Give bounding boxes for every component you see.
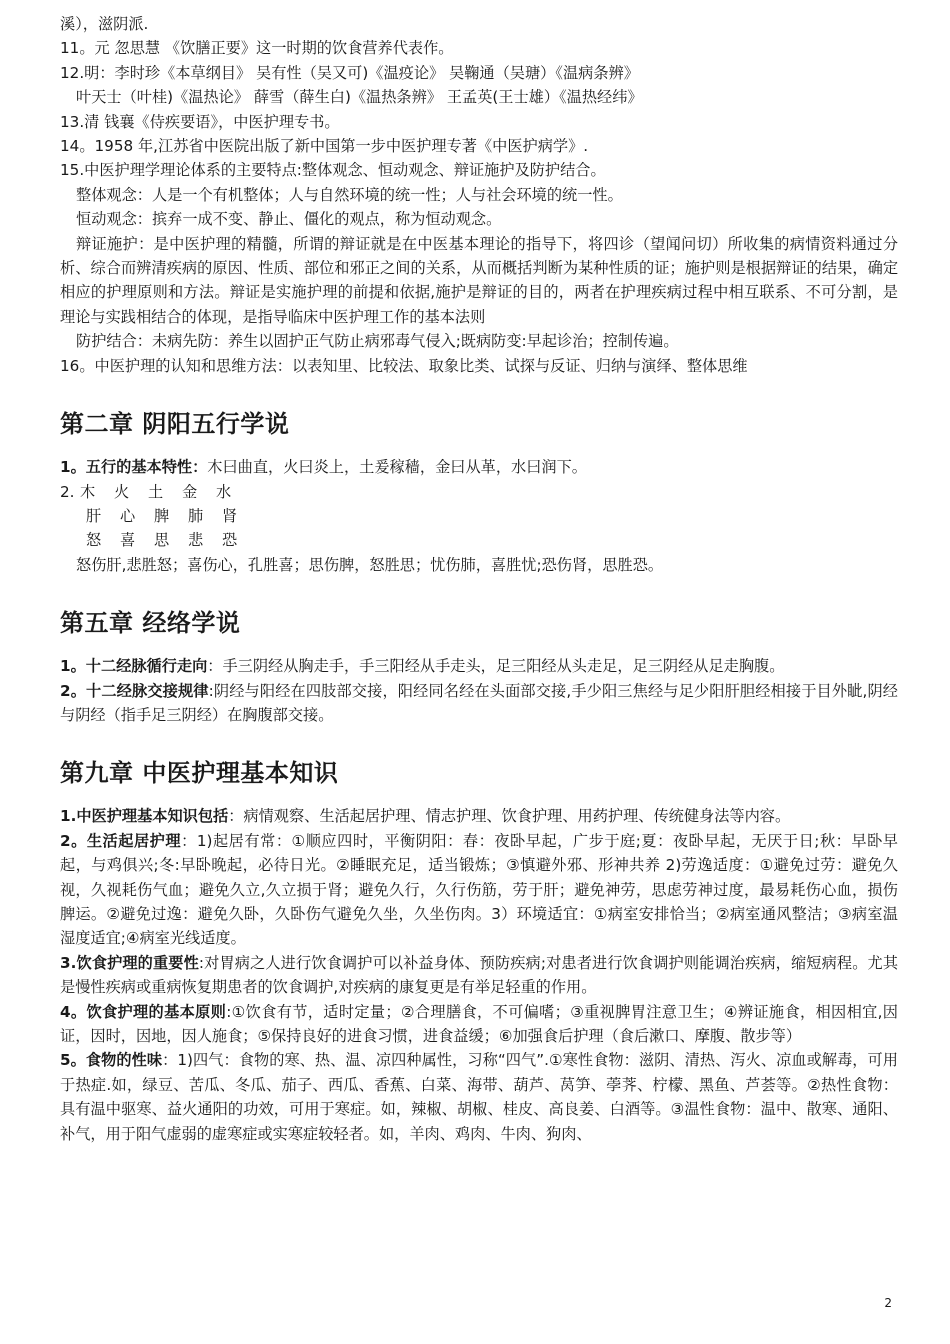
element-cell: 水 [216,482,232,501]
text-line: 14。1958 年,江苏省中医院出版了新中国第一步中医护理专著《中医护病学》. [60,137,589,156]
text-line: 13.清 钱襄《侍疾要语》，中医护理专书。 [60,112,340,131]
emotion-cell: 怒 [86,531,102,550]
item-label: 1。十二经脉循行走向 [60,657,208,676]
organ-cell: 肝 [86,506,102,525]
five-elements-row [60,480,898,504]
item-text: 木曰曲直，火曰炎上，土爰稼穑，金曰从革，水曰润下。 [207,458,587,477]
element-cell: 木 [80,482,96,501]
item-text: :对胃病之人进行饮食调护可以补益身体、预防疾病;对患者进行饮食调护则能调治疾病，缩短病程。尤其是慢性疾病或重病恢复期患者的饮食调护,对疾病的康复更是有举足轻重的作用。 [60,953,899,997]
item-label: 2。十二经脉交接规律 [60,681,209,700]
text-line: 防护结合：未病先防：养生以固护正气防止病邪毒气侵入;既病防变:早起诊治；控制传遍。 [76,332,679,351]
text-line: 16。中医护理的认知和思维方法：以表知里、比较法、取象比类、试探与反证、归纳与演绎、整体思维 [60,356,748,375]
ch9-item-4 [60,1000,898,1049]
text-line: 整体观念：人是一个有机整体；人与自然环境的统一性；人与社会环境的统一性。 [76,185,623,204]
text-line: 溪），滋阴派. [60,15,149,33]
ch9-item-5 [60,1048,898,1146]
item-label: 2。生活起居护理 [60,831,182,850]
element-cell: 火 [114,482,130,501]
ch5-item-1 [60,654,898,678]
item-text: ：病情观察、生活起居护理、情志护理、饮食护理、用药护理、传统健身法等内容。 [228,807,791,826]
text-line: 15.中医护理学理论体系的主要特点:整体观念、恒动观念、辩证施护及防护结合。 [60,161,606,180]
item-text: :①饮食有节，适时定量；②合理膳食，不可偏嗜；③重视脾胃注意卫生；④辨证施食，相因相宜,因证，因时，因地，因人施食；⑤保持良好的进食习惯，进食益缓；⑥加强食后护理（食后漱口、摩腹、散步等） [60,1002,898,1045]
element-cell: 金 [182,482,198,501]
organ-cell: 心 [120,506,136,525]
paragraph-bianzheng: 辩证施护：是中医护理的精髓，所谓的辩证就是在中医基本理论的指导下，将四诊（望闻问切）所收集的病情资料通过分析、综合而辨清疾病的原因、性质、部位和邪正之间的关系，从而概括判断为某种性质的证；施护则是根据辩证的结果，确定相应的护理原则和方法。辩证是实施护理的前提和依据,施护是辩证的目的，两者在护理疾病过程中相互联系、不可分割，是理论与实践相结合的体现，是指导临床中医护理工作的基本法则 [60,234,898,326]
item-text: ：1)四气：食物的寒、热、温、凉四种属性，习称“四气”.①寒性食物：滋阴、清热、泻火、凉血或解毒，可用于热症.如，绿豆、苦瓜、冬瓜、茄子、西瓜、香蕉、白菜、海带、葫芦、莴笋、荸荠、柠檬、黑鱼、芦荟等。②热性食物：具有温中驱寒、益火通阳的功效，可用于寒症。如，辣椒、胡椒、桂皮、高良姜、白酒等。③温性食物：温中、散寒、通阳、补气，用于阳气虚弱的虚寒症或实寒症较轻者。如，羊肉、鸡肉、牛肉、狗肉、 [60,1051,898,1143]
item-label: 3.饮食护理的重要性 [60,953,199,972]
ch2-item-1 [60,455,898,479]
emotions-row [60,528,898,552]
chapter-5-heading: 第五章 经络学说 [60,609,241,638]
text-line: 恒动观念：摈弃一成不变、静止、僵化的观点，称为恒动观念。 [76,210,502,229]
item-text: ：手三阴经从胸走手，手三阳经从手走头，足三阳经从头走足，足三阴经从足走胸腹。 [207,657,785,676]
chapter-2-heading: 第二章 阴阳五行学说 [60,410,290,439]
page-content [60,12,898,1146]
ch9-item-3 [60,951,898,1000]
item-label: 4。饮食护理的基本原则 [60,1002,227,1021]
item-label: 5。食物的性味 [60,1051,163,1070]
emotion-cell: 思 [154,531,170,550]
emotion-cell: 喜 [120,531,136,550]
item-text: :阴经与阳经在四肢部交接，阳经同名经在头面部交接,手少阳三焦经与足少阳肝胆经相接于目外眦,阴经与阴经（指手足三阴经）在胸腹部交接。 [60,681,898,724]
page-number: 2 [884,1296,892,1310]
emotion-cell: 悲 [188,531,204,550]
element-cell: 土 [148,482,164,501]
text-line: 11。元 忽思慧 《饮膳正要》这一时期的饮食营养代表作。 [60,39,454,58]
emotion-cell: 恐 [222,531,238,550]
row-prefix: 2. [60,482,75,501]
item-label: 1。五行的基本特性： [60,458,208,477]
item-text: ：1)起居有常：①顺应四时，平衡阴阳：春：夜卧早起，广步于庭;夏：夜卧早起，无厌于日;秋：早卧早起，与鸡俱兴;冬:早卧晚起，必待日光。②睡眠充足，适当锻炼；③慎避外邪、形神共养 2)劳逸适度：①避免过劳：避免久视，久视耗伤气血；避免久立,久立损于肾；避免久行，久行伤筋，劳于肝；避免神劳，思虑劳神过度，最易耗伤心血，损伤脾运。②避免过逸：避免久卧，久卧伤气避免久坐，久坐伤肉。3）环境适宜：①病室安排恰当；②病室通风整洁；③病室温湿度适宜;④病室光线适度。 [60,831,898,948]
organs-row [60,504,898,528]
text-line: 12.明：李时珍《本草纲目》 吴有性（吴又可)《温疫论》 吴鞠通（吴瑭）《温病条辨》 [60,63,639,82]
ch5-item-2 [60,679,898,728]
text-line: 叶天士（叶桂)《温热论》 薛雪（薛生白)《温热条辨》 王孟英(王士雄）《温热经纬》 [76,88,643,107]
ch9-item-1 [60,804,898,828]
organ-cell: 脾 [154,506,170,525]
organ-cell: 肾 [222,506,238,525]
organ-cell: 肺 [188,506,204,525]
ch2-item-3: 怒伤肝,悲胜怒；喜伤心，孔胜喜；思伤脾，怒胜思；忧伤肺，喜胜忧;恐伤肾，思胜恐。 [76,555,664,574]
ch9-item-2 [60,829,898,951]
chapter-9-heading: 第九章 中医护理基本知识 [60,759,339,788]
item-label: 1.中医护理基本知识包括 [60,807,229,826]
